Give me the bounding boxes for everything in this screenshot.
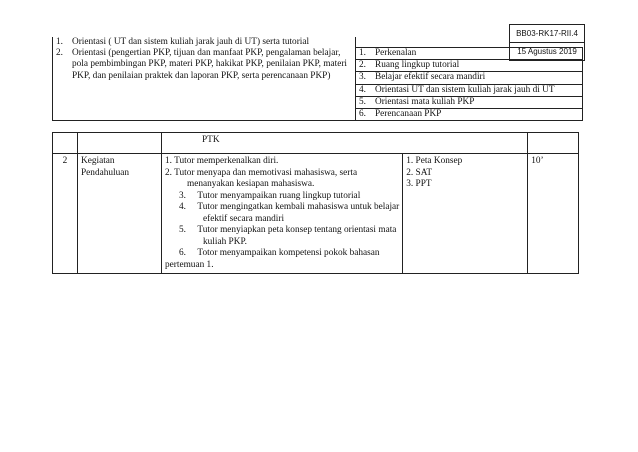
step-line: kuliah PKP. xyxy=(203,236,247,247)
cell-empty xyxy=(528,133,579,154)
item-number: 3. xyxy=(359,72,366,83)
item-text: Orientasi UT dan sistem kuliah jarak jauh di UT xyxy=(375,84,555,95)
cell-empty xyxy=(53,133,78,154)
ptk-row xyxy=(53,133,579,154)
topic-item xyxy=(356,72,582,84)
step-line: 1. Tutor memperkenalkan diri. xyxy=(165,156,279,166)
step-line: 3. Tutor menyampaikan ruang lingkup tutorial xyxy=(179,190,361,201)
item-number: 1. xyxy=(56,37,63,47)
topic-item xyxy=(356,97,582,109)
step-line: 2. Tutor menyapa dan memotivasi mahasiswa, serta xyxy=(165,167,358,178)
objective-item xyxy=(53,37,355,48)
topic-item xyxy=(356,109,582,120)
activity-line: Kegiatan xyxy=(81,156,115,166)
item-number: 6. xyxy=(359,109,366,120)
item-number: 5. xyxy=(359,96,366,107)
topic-item xyxy=(356,60,582,72)
media-cell xyxy=(403,154,528,274)
media-item: 2. SAT xyxy=(406,167,433,178)
item-number: 1. xyxy=(359,48,366,58)
objectives-list xyxy=(53,37,355,82)
item-number: 2. xyxy=(56,48,63,59)
objective-item xyxy=(53,48,355,82)
item-text: Ruang lingkup tutorial xyxy=(375,60,460,71)
step-line: 5. Tutor menyiapkan peta konsep tentang orientasi mata xyxy=(179,225,397,235)
cell-empty xyxy=(78,133,162,154)
document-code: BB03-RK17-RII.4 xyxy=(509,24,585,43)
top-right-spacer xyxy=(356,37,583,48)
step-line: menanyakan kesiapan mahasiswa. xyxy=(187,179,315,189)
topic-item xyxy=(356,48,582,60)
top-right-cell xyxy=(356,48,583,121)
ptk-label: PTK xyxy=(162,133,528,154)
tutor-steps xyxy=(162,154,403,274)
step-line: 4. Tutor mengingatkan kembali mahasiswa untuk belajar xyxy=(179,202,400,212)
item-number: 2. xyxy=(359,60,366,71)
item-text: Orientasi mata kuliah PKP xyxy=(375,96,475,107)
topics-list xyxy=(356,48,582,120)
item-number: 4. xyxy=(359,84,366,95)
media-item: 1. Peta Konsep xyxy=(406,156,463,166)
step-line: efektif secara mandiri xyxy=(203,213,285,224)
item-text: Orientasi ( UT dan sistem kuliah jarak jauh di UT) serta tutorial xyxy=(72,37,310,47)
item-text: Belajar efektif secara mandiri xyxy=(375,72,486,83)
topic-item xyxy=(356,85,582,97)
table-row xyxy=(53,154,579,274)
activity-name xyxy=(78,154,162,274)
step-line: pertemuan 1. xyxy=(165,259,214,270)
steps-list xyxy=(165,156,399,271)
row-number: 2 xyxy=(53,154,78,274)
item-text: Perencanaan PKP xyxy=(375,109,442,120)
item-text: Perkenalan xyxy=(375,48,417,58)
activity-table xyxy=(52,132,579,274)
step-line: 6. Totor menyampaikan kompetensi pokok bahasan xyxy=(179,248,380,258)
document-date: 15 Agustus 2019 xyxy=(509,43,585,61)
top-left-cell xyxy=(53,37,356,121)
top-outline-table xyxy=(52,37,583,121)
item-text: Orientasi (pengertian PKP, tijuan dan manfaat PKP, pengalaman belajar, pola pembimbingan PKP, materi PKP, hakikat PKP, penilaian PKP, materi PKP, dan penilaian praktek dan laporan PKP, serta perencanaan PKP) xyxy=(72,48,348,81)
activity-line: Pendahuluan xyxy=(81,167,130,178)
media-item: 3. PPT xyxy=(406,179,432,189)
time-cell: 10’ xyxy=(528,154,579,274)
